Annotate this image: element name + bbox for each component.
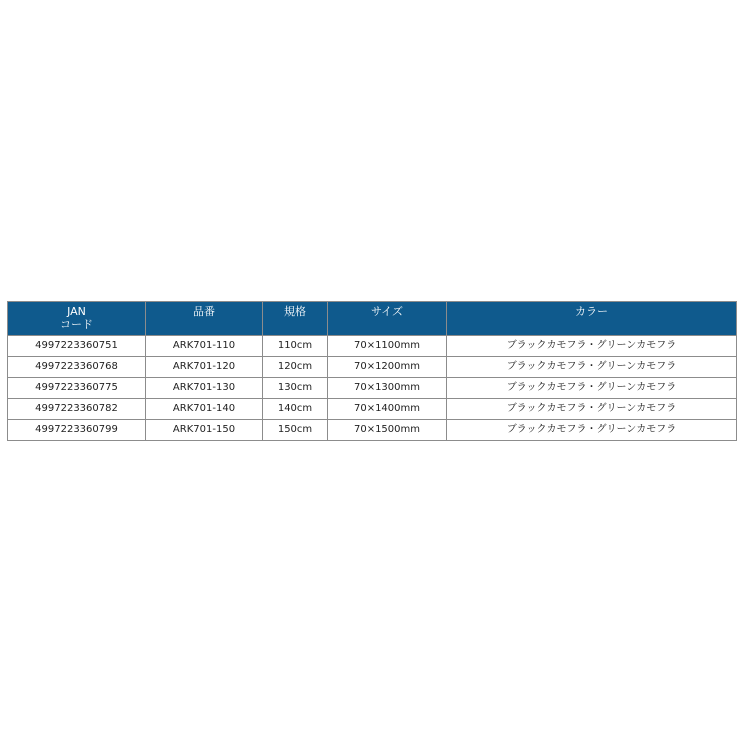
header-spec: 規格 xyxy=(263,302,328,336)
cell-spec: 150cm xyxy=(263,420,328,441)
cell-jan: 4997223360782 xyxy=(8,399,146,420)
cell-spec: 110cm xyxy=(263,336,328,357)
cell-part-number: ARK701-110 xyxy=(146,336,263,357)
cell-part-number: ARK701-120 xyxy=(146,357,263,378)
cell-jan: 4997223360751 xyxy=(8,336,146,357)
cell-part-number: ARK701-150 xyxy=(146,420,263,441)
cell-part-number: ARK701-140 xyxy=(146,399,263,420)
table-row xyxy=(8,420,737,441)
cell-jan: 4997223360799 xyxy=(8,420,146,441)
cell-size: 70×1500mm xyxy=(328,420,447,441)
header-part-number: 品番 xyxy=(146,302,263,336)
table-row xyxy=(8,378,737,399)
cell-size: 70×1400mm xyxy=(328,399,447,420)
cell-size: 70×1100mm xyxy=(328,336,447,357)
header-jan-code xyxy=(8,302,146,336)
cell-color: ブラックカモフラ・グリーンカモフラ xyxy=(447,336,737,357)
cell-spec: 140cm xyxy=(263,399,328,420)
header-row xyxy=(8,302,737,336)
cell-color: ブラックカモフラ・グリーンカモフラ xyxy=(447,357,737,378)
cell-size: 70×1200mm xyxy=(328,357,447,378)
header-jan-line2: コード xyxy=(60,318,93,331)
cell-size: 70×1300mm xyxy=(328,378,447,399)
cell-part-number: ARK701-130 xyxy=(146,378,263,399)
cell-color: ブラックカモフラ・グリーンカモフラ xyxy=(447,420,737,441)
header-size: サイズ xyxy=(328,302,447,336)
table-row xyxy=(8,357,737,378)
spec-table xyxy=(7,301,737,441)
cell-jan: 4997223360775 xyxy=(8,378,146,399)
header-jan-line1: JAN xyxy=(67,305,86,318)
header-color: カラー xyxy=(447,302,737,336)
cell-color: ブラックカモフラ・グリーンカモフラ xyxy=(447,399,737,420)
table-row xyxy=(8,336,737,357)
cell-color: ブラックカモフラ・グリーンカモフラ xyxy=(447,378,737,399)
cell-spec: 130cm xyxy=(263,378,328,399)
cell-jan: 4997223360768 xyxy=(8,357,146,378)
table-row xyxy=(8,399,737,420)
cell-spec: 120cm xyxy=(263,357,328,378)
